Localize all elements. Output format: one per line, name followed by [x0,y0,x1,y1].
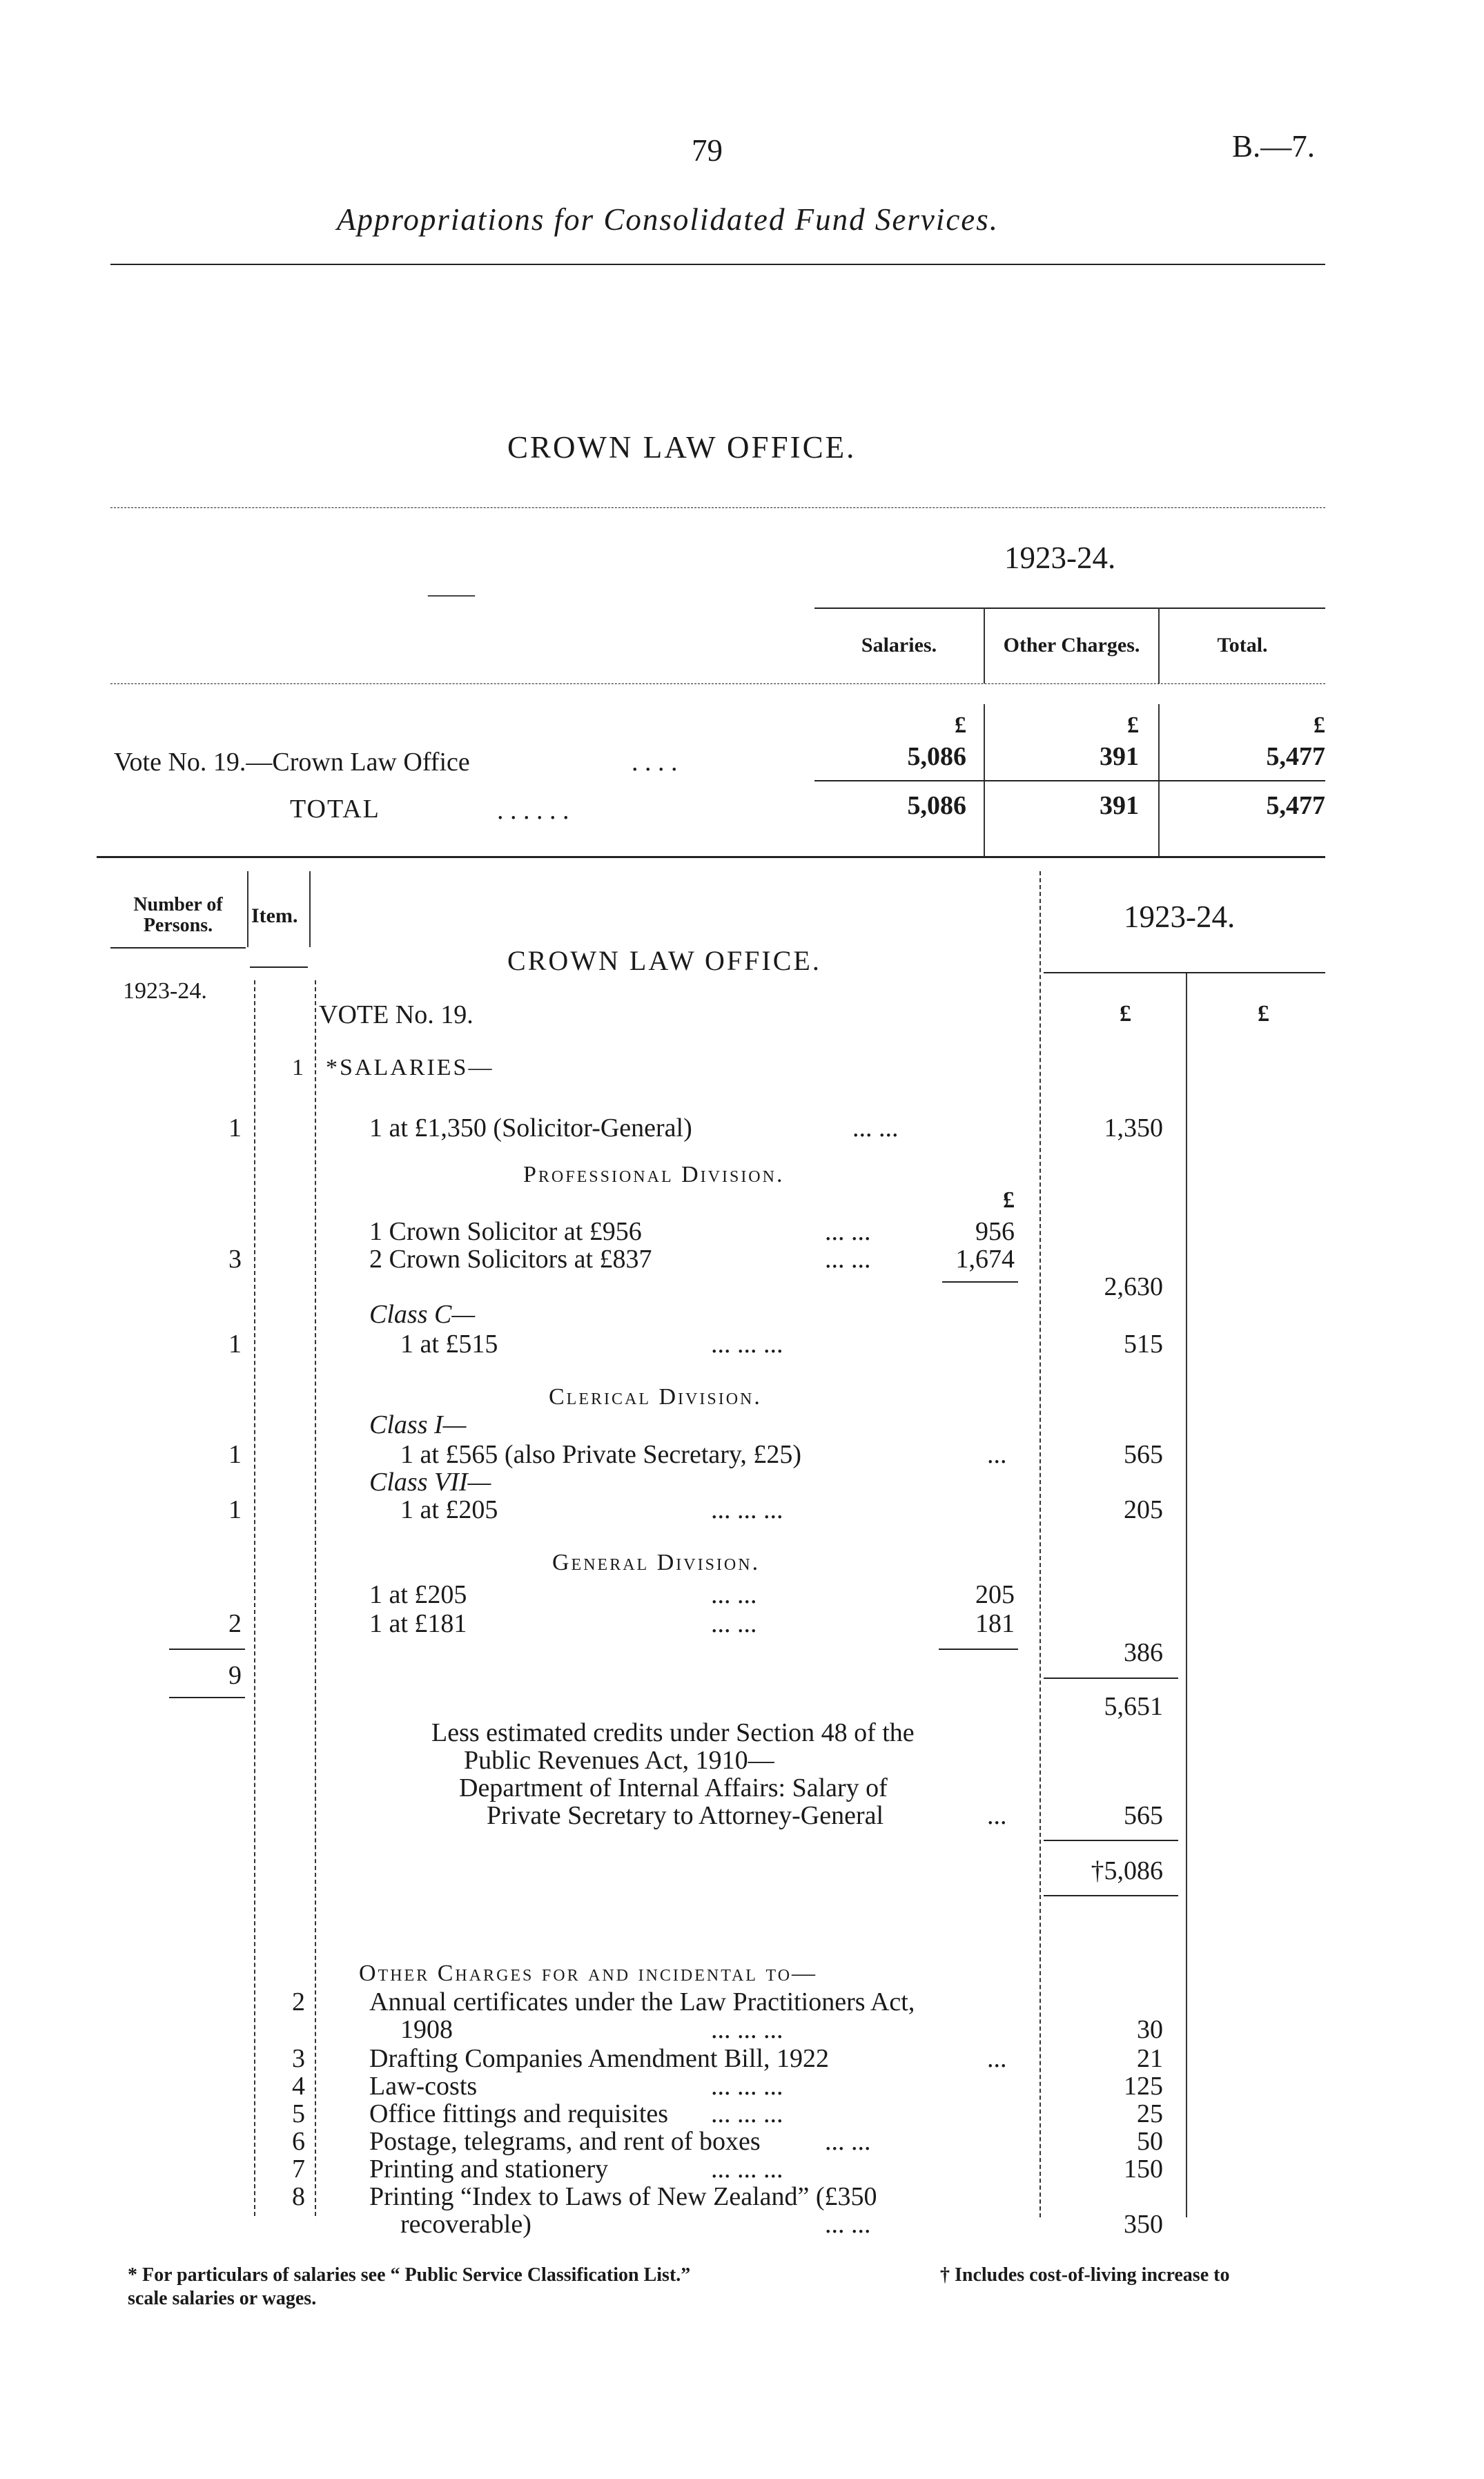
cs2-text: 2 Crown Solicitors at £837 [369,1245,652,1274]
cs1-text: 1 Crown Solicitor at £956 [369,1217,642,1246]
other-item-text-continued: recoverable) [400,2210,531,2239]
total-salaries: 5,086 [907,791,966,820]
class-c-label: Class C— [369,1300,476,1329]
gen1-subamount: 205 [975,1580,1015,1609]
item-header-rule [250,966,308,968]
amount-col-divider [1186,972,1187,2217]
class-i-persons: 1 [228,1440,242,1469]
class-vii-persons: 1 [228,1495,242,1524]
gen-persons: 2 [228,1609,242,1638]
summary-dash: —— [428,581,475,607]
other-item-number: 3 [292,2044,305,2073]
professional-division-heading: Professional Division. [523,1162,785,1187]
class-vii-amount: 205 [1124,1495,1163,1524]
persons-total-rule [169,1649,245,1650]
persons-header-rule [110,947,246,949]
net-bottom-rule [1044,1895,1178,1896]
cs-amount: 2,630 [1104,1272,1163,1301]
vote-label: Vote No. 19.—Crown Law Office [114,748,470,777]
less-leader: ... [987,1801,1007,1830]
pound-other: £ [1127,712,1139,738]
other-item-number: 2 [292,1987,305,2016]
other-item-text: Annual certificates under the Law Practitioners Act, [369,1987,915,2016]
other-item-text: Office fittings and requisites [369,2099,669,2128]
other-item-amount: 350 [1124,2210,1163,2239]
other-charges-heading: Other Charges for and incidental to— [359,1961,818,1986]
footnote-star: * For particulars of salaries see “ Public Service Classification List.” [128,2264,691,2286]
vote-number: VOTE No. 19. [319,1000,473,1029]
summary-bottom-rule [97,856,1325,858]
other-item-text: Postage, telegrams, and rent of boxes [369,2127,761,2156]
gen1-leader: ... ... [711,1580,757,1609]
net-salaries: †5,086 [1091,1856,1163,1885]
col-other-charges: Other Charges. [1003,634,1140,657]
less-line-2: Public Revenues Act, 1910— [464,1746,774,1775]
other-item-number: 7 [292,2155,305,2184]
other-item-number: 8 [292,2182,305,2211]
less-amount: 565 [1124,1801,1163,1830]
other-item-number: 4 [292,2072,305,2101]
other-item-leader: ... ... ... [711,2015,783,2044]
col-number-of-persons: Number of Persons. [133,894,223,936]
page-title: Appropriations for Consolidated Fund Services. [337,202,999,237]
vote-salaries: 5,086 [907,742,966,771]
sg-persons: 1 [228,1114,242,1143]
vote-other: 391 [1100,742,1139,771]
header-rule [110,264,1325,265]
class-i-label: Class I— [369,1410,467,1439]
gen-amount: 386 [1124,1638,1163,1667]
salaries-heading: *SALARIES— [326,1055,494,1080]
sg-text: 1 at £1,350 (Solicitor-General) [369,1114,692,1143]
total-rule [814,780,1325,781]
net-rule [1044,1840,1178,1841]
other-item-amount: 150 [1124,2155,1163,2184]
footnote-star-continued: scale salaries or wages. [128,2288,317,2309]
cs2-leader: ... ... [825,1245,871,1274]
cs1-leader: ... ... [825,1217,871,1246]
total-leader: . . . . . . [497,796,569,825]
cs1-subamount: 956 [975,1217,1015,1246]
other-item-leader: ... ... [825,2210,871,2239]
class-vii-label: Class VII— [369,1468,491,1497]
detail-pound-2: £ [1258,1001,1269,1027]
summary-header-rule [110,683,1325,684]
detail-pound-1: £ [1120,1001,1131,1027]
total-label: TOTAL [290,795,380,824]
sg-amount: 1,350 [1104,1114,1163,1143]
other-item-amount: 25 [1137,2099,1163,2128]
other-item-number: 5 [292,2099,305,2128]
class-c-persons: 1 [228,1330,242,1359]
vote-total: 5,477 [1266,742,1325,771]
gen2-text: 1 at £181 [369,1609,467,1638]
class-i-text: 1 at £565 (also Private Secretary, £25) [400,1440,802,1469]
class-vii-leader: ... ... ... [711,1495,783,1524]
item-text-divider [315,980,316,2216]
less-line-1: Less estimated credits under Section 48 of the [431,1718,915,1747]
pound-salaries: £ [955,712,966,738]
page-number: 79 [692,133,723,168]
class-vii-text: 1 at £205 [400,1495,498,1524]
col-total: Total. [1217,634,1268,657]
col-salaries: Salaries. [861,634,937,657]
other-item-amount: 50 [1137,2127,1163,2156]
gen2-leader: ... ... [711,1609,757,1638]
class-c-leader: ... ... ... [711,1330,783,1359]
persons-bottom-rule [169,1697,245,1698]
gen-subtotal-rule [939,1649,1018,1650]
other-item-text: Drafting Companies Amendment Bill, 1922 [369,2044,829,2073]
other-item-leader: ... ... [825,2127,871,2156]
less-line-4: Private Secretary to Attorney-General [487,1801,884,1830]
cs-persons: 3 [228,1245,242,1274]
subtotal-rule [1044,1678,1178,1679]
summary-top-rule [110,507,1325,508]
cs-subtotal-rule [942,1281,1018,1283]
other-item-number: 6 [292,2127,305,2156]
summary-year: 1923-24. [1004,541,1116,575]
persons-item-divider-top [247,871,248,947]
other-item-leader: ... [987,2044,1007,2073]
less-line-3: Department of Internal Affairs: Salary of [459,1773,888,1802]
col-item: Item. [251,904,298,927]
other-item-leader: ... ... ... [711,2072,783,2101]
sg-leader: ... ... [852,1114,899,1143]
detail-year-rule [1044,972,1325,973]
total-other: 391 [1100,791,1139,820]
class-c-text: 1 at £515 [400,1330,498,1359]
total-total: 5,477 [1266,791,1325,820]
class-i-leader: ... [987,1440,1007,1469]
item-1-number: 1 [292,1055,304,1080]
other-item-amount: 21 [1137,2044,1163,2073]
persons-year: 1923-24. [123,978,207,1004]
item-text-divider-top [309,871,311,947]
document-reference: B.—7. [1232,129,1316,164]
class-c-amount: 515 [1124,1330,1163,1359]
cs2-subamount: 1,674 [955,1245,1015,1274]
professional-pound: £ [1003,1187,1015,1213]
vote-leader: . . . . [632,748,678,777]
other-item-leader: ... ... ... [711,2099,783,2128]
gen2-subamount: 181 [975,1609,1015,1638]
other-item-text: Law-costs [369,2072,478,2101]
gen1-text: 1 at £205 [369,1580,467,1609]
summary-heading: CROWN LAW OFFICE. [507,430,857,465]
detail-year: 1923-24. [1124,900,1236,934]
other-item-text: Printing “Index to Laws of New Zealand” (£350 [369,2182,877,2211]
class-i-amount: 565 [1124,1440,1163,1469]
general-division-heading: General Division. [552,1550,761,1575]
detail-heading: CROWN LAW OFFICE. [507,945,821,976]
subtotal: 5,651 [1104,1692,1163,1721]
total-persons: 9 [228,1661,242,1690]
summary-year-rule [814,607,1325,609]
other-item-amount: 125 [1124,2072,1163,2101]
other-item-text: Printing and stationery [369,2155,609,2184]
footnote-dagger: † Includes cost-of-living increase to [940,2264,1230,2286]
persons-item-divider [254,980,255,2216]
other-item-leader: ... ... ... [711,2155,783,2184]
pound-total: £ [1314,712,1325,738]
other-item-amount: 30 [1137,2015,1163,2044]
clerical-division-heading: Clerical Division. [549,1384,762,1410]
other-item-text-continued: 1908 [400,2015,453,2044]
